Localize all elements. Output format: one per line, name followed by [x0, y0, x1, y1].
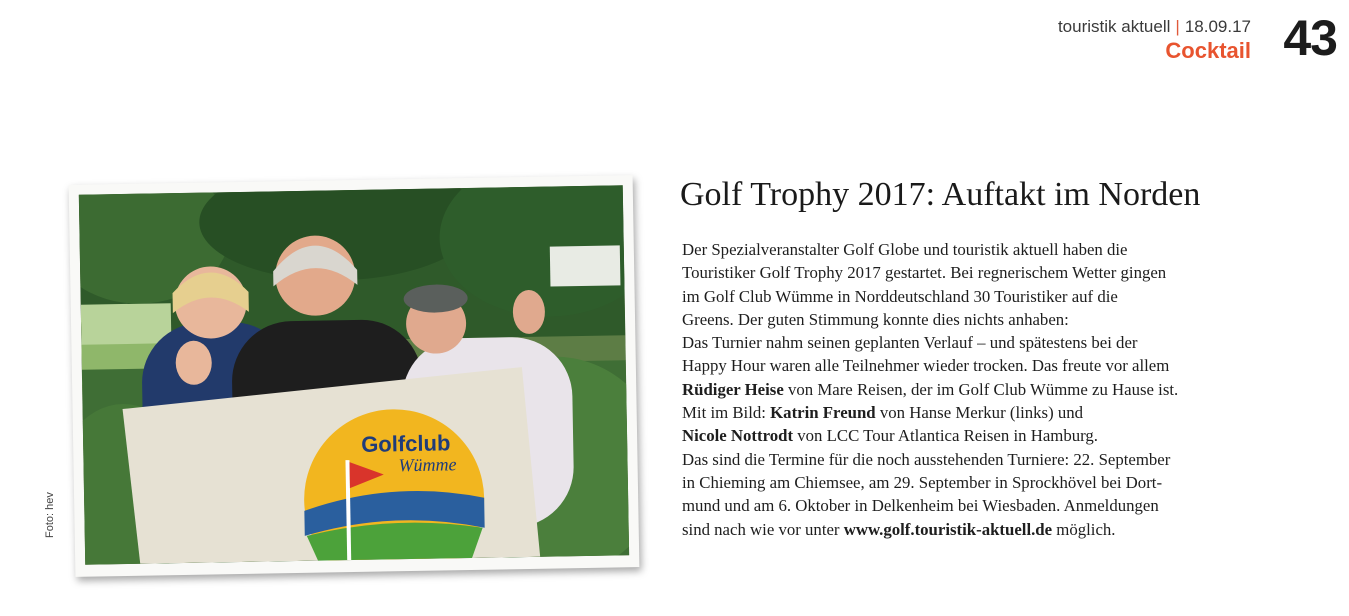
registration-url: www.golf.touristik-aktuell.de [843, 519, 1053, 539]
publication-info [1058, 17, 1251, 37]
person-name: Nicole Nottrodt [682, 426, 794, 446]
body-line: im Golf Club Wümme in Norddeutschland 30 Touristiker auf die [682, 286, 1118, 306]
body-line: mund und am 6. Oktober in Delkenheim bei Wiesbaden. Anmeldungen [682, 496, 1159, 516]
body-line [682, 401, 1287, 424]
body-text: möglich. [1052, 519, 1116, 539]
photo-frame [69, 175, 640, 577]
article-headline: Golf Trophy 2017: Auftakt im Norden [680, 176, 1201, 213]
banner-text-wuemme: Wümme [398, 454, 457, 476]
issue-date: 18.09.17 [1184, 17, 1251, 36]
section-title: Cocktail [1165, 38, 1251, 63]
body-line [682, 518, 1287, 541]
article-body [682, 238, 1287, 541]
body-text: von Hanse Merkur (links) und [875, 403, 1084, 423]
person-name: Rüdiger Heise [682, 379, 784, 399]
header-separator: | [1175, 17, 1180, 36]
page-header [997, 12, 1337, 72]
body-line: in Chieming am Chiemsee, am 29. September in Sprockhövel bei Dort- [682, 472, 1163, 492]
photo-credit: Foto: hev [44, 492, 56, 538]
body-line: Touristiker Golf Trophy 2017 gestartet. Bei regnerischem Wetter gingen [682, 263, 1167, 283]
body-line: Das Turnier nahm seinen geplanten Verlauf – und spätestens bei der [682, 333, 1138, 353]
person-name: Katrin Freund [770, 403, 876, 423]
page-number: 43 [1283, 10, 1337, 66]
group-photo [79, 185, 629, 564]
publication-name: touristik aktuell [1057, 17, 1171, 36]
body-line: Greens. Der guten Stimmung konnte dies nichts anhaben: [682, 309, 1069, 329]
body-line: Das sind die Termine für die noch ausstehenden Turniere: 22. September [682, 449, 1171, 469]
body-text: von LCC Tour Atlantica Reisen in Hamburg. [793, 426, 1098, 446]
body-line: Der Spezialveranstalter Golf Globe und touristik aktuell haben die [682, 240, 1128, 259]
body-line [682, 378, 1287, 401]
banner-text-golfclub: Golfclub [360, 430, 451, 457]
body-text: von Mare Reisen, der im Golf Club Wümme zu Hause ist. [783, 379, 1179, 399]
body-text: sind nach wie vor unter [682, 519, 844, 539]
body-line: Happy Hour waren alle Teilnehmer wieder trocken. Das freute vor allem [682, 356, 1170, 376]
body-line [682, 424, 1287, 447]
body-text: Mit im Bild: [682, 403, 771, 423]
